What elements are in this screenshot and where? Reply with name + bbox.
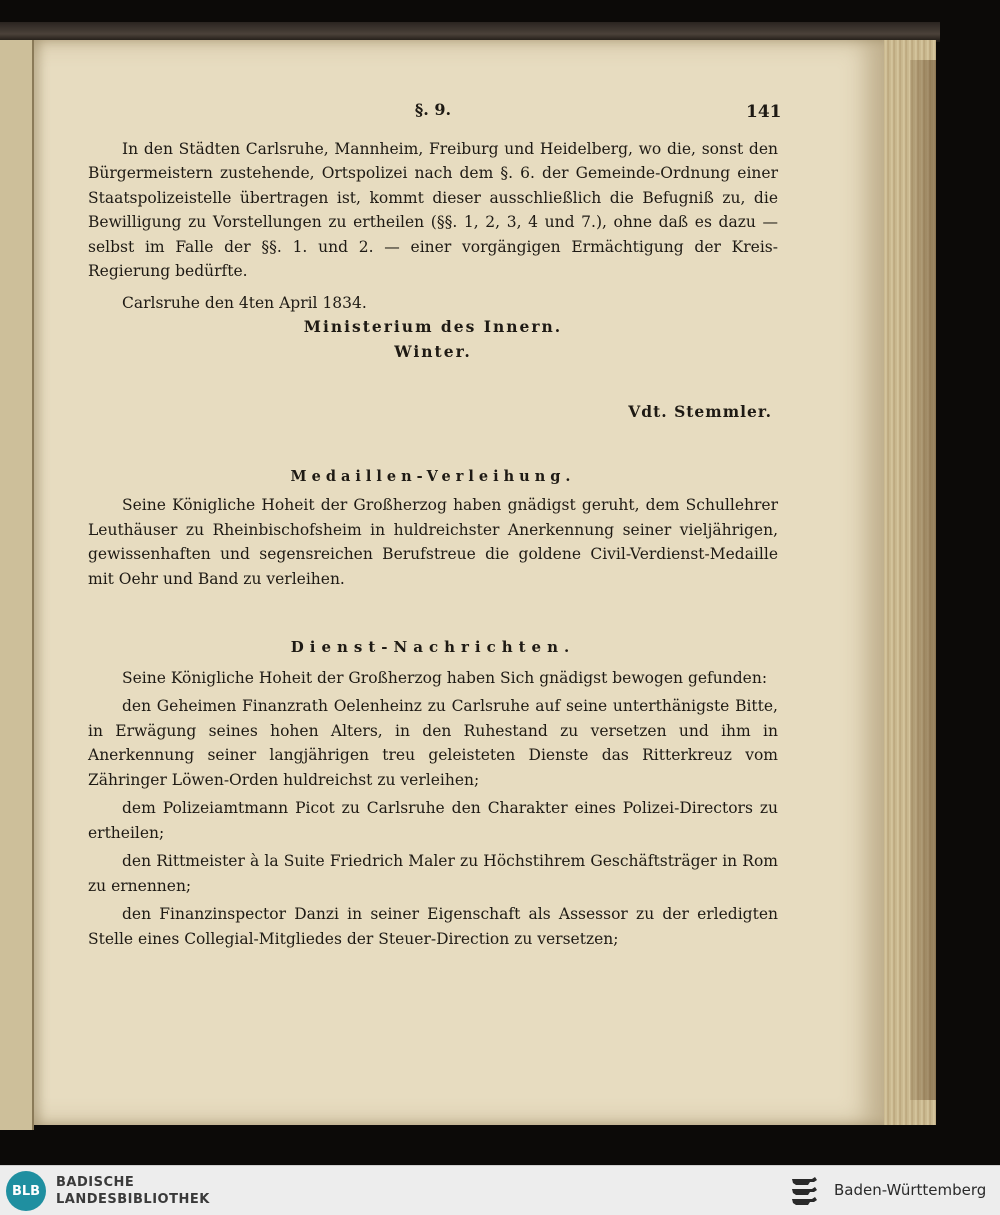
signature: Vdt. Stemmler.	[628, 402, 772, 421]
footer-bar	[0, 1165, 1000, 1215]
place-date: Carlsruhe den 4ten April 1834.	[122, 293, 367, 312]
library-name[interactable]	[56, 1174, 210, 1208]
service-news-item: den Rittmeister à la Suite Friedrich Maler zu Höchstihrem Geschäftsträger in Rom zu ernennen;	[88, 852, 778, 895]
page-text	[88, 98, 778, 951]
paragraph-medal-award: Seine Königliche Hoheit der Großherzog haben gnädigst geruht, dem Schullehrer Leuthäuser zu Rheinbischofsheim in huldreichster Anerkennung seiner vieljährigen, gewissenhaften und segensreichen Berufstreue die goldene Civil-Verdienst-Medaille mit Oehr und Band zu verleihen.	[88, 496, 778, 588]
library-name-line1: BADISCHE	[56, 1175, 135, 1190]
service-news-item: dem Polizeiamtmann Picot zu Carlsruhe den Charakter eines Polizei-Directors zu ertheilen;	[88, 799, 778, 842]
service-news-heading: Dienst-Nachrichten.	[290, 638, 576, 656]
medal-award-heading: Medaillen-Verleihung.	[290, 467, 576, 485]
section-heading: §. 9.	[414, 100, 452, 119]
service-news-item: den Geheimen Finanzrath Oelenheinz zu Carlsruhe auf seine unterthänigste Bitte, in Erwägung seines hohen Alters, in den Ruhestand zu versetzen und ihm in Anerkennung seiner langjährigen treu geleisteten Dienste das Ritterkreuz vom Zähringer Löwen-Orden huldreichst zu verleihen;	[88, 697, 778, 789]
paragraph-service-news-intro: Seine Königliche Hoheit der Großherzog haben Sich gnädigst bewogen gefunden:	[122, 668, 768, 687]
left-page-edge	[0, 40, 34, 1130]
paragraph-ortspolizei: In den Städten Carlsruhe, Mannheim, Freiburg und Heidelberg, wo die, sonst den Bürgermeistern zustehende, Ortspolizei nach dem §. 6. der Gemeinde-Ordnung einer Staatspolizeistelle übertragen ist, kommt dieser ausschließlich die Befugniß zu, die Bewilligung zu Vorstellungen zu ertheilen (§§. 1, 2, 3, 4 und 7.), ohne daß es dazu — selbst im Falle der §§. 1. und 2. — einer vorgängigen Ermächtigung der Kreis-Regierung bedürfte.	[88, 139, 778, 280]
library-name-line2: LANDESBIBLIOTHEK	[56, 1192, 210, 1207]
page-edge-shadow	[910, 60, 936, 1100]
ministry-name: Ministerium des Innern.	[303, 317, 563, 336]
book-binding-top	[0, 22, 940, 42]
blb-logo-icon[interactable]: BLB	[6, 1171, 46, 1211]
minister-name: Winter.	[394, 341, 472, 361]
page-number: 141	[746, 102, 782, 122]
service-news-item: den Finanzinspector Danzi in seiner Eigenschaft als Assessor zu der erledigten Stelle eines Collegial-Mitgliedes der Steuer-Direction zu versetzen;	[88, 905, 778, 948]
state-name[interactable]: Baden-Württemberg	[834, 1181, 987, 1199]
baden-wuerttemberg-lions-icon[interactable]	[788, 1174, 822, 1208]
